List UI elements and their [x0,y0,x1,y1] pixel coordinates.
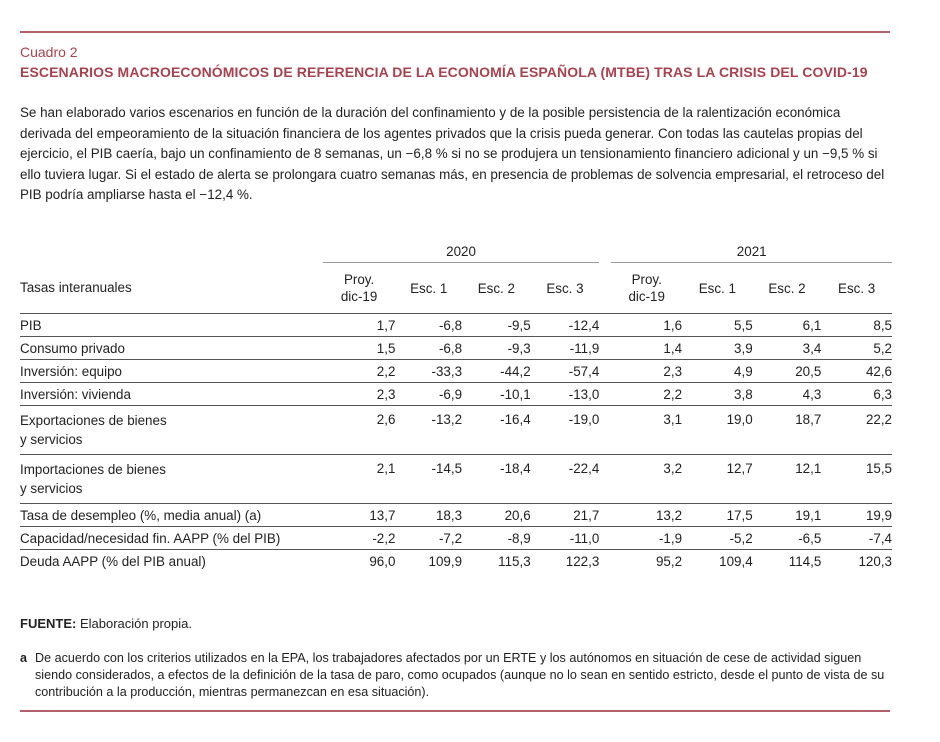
table-cell: 3,1 [611,406,682,455]
table-cell: 1,4 [611,337,682,360]
table-cell: -6,9 [395,383,462,406]
table-cell: 42,6 [821,360,892,383]
table-cell: 114,5 [788,553,822,569]
table-cell: -12,4 [531,314,600,337]
row-label: PIB [20,314,323,337]
table-cell: 20,6 [462,504,531,527]
table-cell: 1,6 [611,314,682,337]
table-cell: 19,1 [753,504,822,527]
col-header: Esc. 2 [753,263,822,314]
table-cell: 2,2 [611,383,682,406]
table-row [20,383,892,406]
table-cell: 2,1 [323,455,396,504]
table-cell: 5,2 [821,337,892,360]
table-cell: -8,9 [462,527,531,550]
table-cell: 3,9 [682,337,753,360]
table-cell: -7,2 [395,527,462,550]
col-header: Esc. 1 [682,263,753,314]
table-cell: 1,7 [323,314,396,337]
table-row [20,406,892,455]
table-cell: 95,2 [655,553,683,569]
table-cell: -11,0 [531,527,600,550]
table-cell: -6,5 [753,527,822,550]
table-row [20,455,892,504]
table-body [20,314,892,573]
table-cell: 122,3 [565,553,600,569]
table-row [20,314,892,337]
row-label: Importaciones de bienes y servicios [20,455,323,504]
table-cell: -22,4 [531,455,600,504]
table-cell: -1,9 [611,527,682,550]
table-cell: 109,4 [719,553,753,569]
row-header-label: Tasas interanuales [20,263,323,314]
table-cell: 109,9 [428,553,463,569]
table-cell: -13,2 [395,406,462,455]
footnote [20,650,890,701]
table-cell: 21,7 [531,504,600,527]
table-cell: -16,4 [462,406,531,455]
table-cell: -18,4 [462,455,531,504]
row-label: Deuda AAPP (% del PIB anual) [20,553,206,569]
top-divider [20,31,890,33]
row-label: Capacidad/necesidad fin. AAPP (% del PIB) [20,527,323,550]
table-cell: -33,3 [395,360,462,383]
table-cell: 18,3 [395,504,462,527]
table-cell: 3,2 [611,455,682,504]
table-cell: 15,5 [821,455,892,504]
table-cell: 3,4 [753,337,822,360]
table-row [20,360,892,383]
col-header: Proy. dic-19 [611,263,682,314]
scenarios-table [20,240,892,572]
table-cell: 96,0 [369,553,396,569]
table-cell: 1,5 [323,337,396,360]
table-cell: -5,2 [682,527,753,550]
table-cell: -9,5 [462,314,531,337]
table-cell: -9,3 [462,337,531,360]
table-cell: -13,0 [531,383,600,406]
row-label: Consumo privado [20,337,323,360]
table-cell: -2,2 [323,527,396,550]
table-cell: 2,3 [611,360,682,383]
table-cell: -14,5 [395,455,462,504]
col-header: Esc. 1 [395,263,462,314]
col-header: Esc. 3 [531,263,600,314]
col-header: Proy. dic-19 [323,263,396,314]
table-cell: 120,3 [858,553,892,569]
source-note [20,616,192,631]
table-cell: 6,1 [753,314,822,337]
table-cell: 3,8 [682,383,753,406]
bottom-divider [20,710,890,712]
table-cell: 12,7 [682,455,753,504]
table-cell: -6,8 [395,337,462,360]
year-header-2020: 2020 [323,240,600,263]
table-cell: -6,8 [395,314,462,337]
table-cell: 18,7 [753,406,822,455]
table-cell: 17,5 [682,504,753,527]
table-cell: 2,6 [323,406,396,455]
row-label: Inversión: vivienda [20,383,323,406]
table-cell: 2,2 [323,360,396,383]
table-cell: -7,4 [821,527,892,550]
box-label: Cuadro 2 [20,44,78,60]
table-cell: -44,2 [462,360,531,383]
row-label: Tasa de desempleo (%, media anual) (a) [20,504,323,527]
table-cell: -19,0 [531,406,600,455]
intro-paragraph: Se han elaborado varios escenarios en función de la duración del confinamiento y de la posible persistencia de la ralentización económica derivada del empeoramiento de la situación financiera de los agentes privados que la crisis pueda generar. Con todas las cautelas propias del ejercicio, el PIB caería, bajo un confinamiento de 8 semanas, un −6,8 % si no se produjera un tensionamiento financiero adicional y un −9,5 % si ello tuviera lugar. Si el estado de alerta se prolongara cuatro semanas más, en presencia de problemas de solvencia empresarial, el retroceso del PIB podría ampliarse hasta el −12,4 %. [20,105,885,202]
table-cell: 13,2 [611,504,682,527]
box-title: ESCENARIOS MACROECONÓMICOS DE REFERENCIA DE LA ECONOMÍA ESPAÑOLA (MTBE) TRAS LA CRISIS DEL COVID-19 [20,64,868,80]
row-label: Exportaciones de bienes y servicios [20,406,323,455]
table-cell: 19,0 [682,406,753,455]
table-row [20,504,892,527]
col-header: Esc. 2 [462,263,531,314]
column-header-row [20,263,892,314]
footnote-mark: a [20,651,28,665]
source-text: Elaboración propia. [79,616,192,631]
table-cell: 20,5 [753,360,822,383]
table-cell: 19,9 [821,504,892,527]
table-cell: 115,3 [498,553,531,569]
source-label: FUENTE: [20,616,77,631]
table-cell: -11,9 [531,337,600,360]
footnote-text: De acuerdo con los criterios utilizados en la EPA, los trabajadores afectados por un ERTE y los autónomos en situación de cese de actividad siguen siendo considerados, a efectos de la definición de la tasa de paro, como ocupados (aunque no lo sean en sentido estricto, desde el punto de vista de su contribución a la producción, mientras permanezcan en esa situación). [35,651,885,699]
table-row [20,337,892,360]
table-cell: 8,5 [821,314,892,337]
table-row [20,550,892,573]
table-cell: 5,5 [682,314,753,337]
table-cell: 13,7 [323,504,396,527]
table-cell: 22,2 [821,406,892,455]
table-cell: 4,9 [682,360,753,383]
table-cell: 4,3 [753,383,822,406]
table-cell: 2,3 [323,383,396,406]
table-row [20,527,892,550]
table-cell: 12,1 [753,455,822,504]
table-cell: -10,1 [462,383,531,406]
col-header: Esc. 3 [821,263,892,314]
table-cell: -57,4 [531,360,600,383]
table-cell: 6,3 [821,383,892,406]
year-header-2021: 2021 [611,240,892,263]
row-label: Inversión: equipo [20,360,323,383]
